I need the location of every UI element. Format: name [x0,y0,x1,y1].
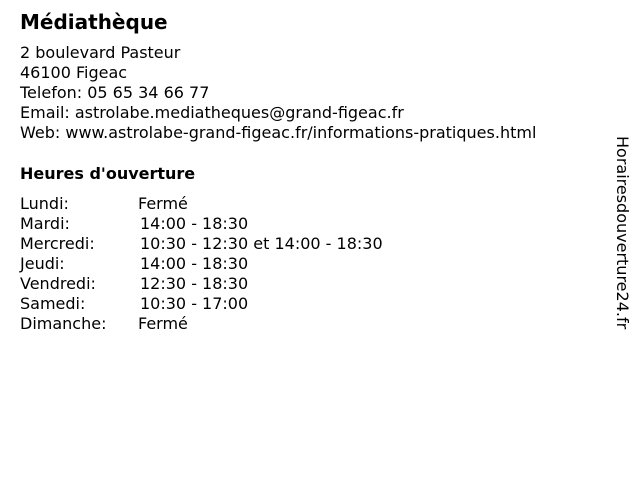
day-label: Mardi: [20,214,70,233]
page-title: Médiathèque [20,10,168,34]
phone-line: Telefon: 05 65 34 66 77 [20,83,210,102]
email-line: Email: astrolabe.mediatheques@grand-figeac.fr [20,103,404,122]
web-line: Web: www.astrolabe-grand-figeac.fr/informations-pratiques.html [20,123,537,142]
city-line: 46100 Figeac [20,63,128,82]
day-label: Jeudi: [20,254,65,273]
day-label: Lundi: [20,194,69,213]
day-label: Mercredi: [20,234,95,253]
time-value: 10:30 - 17:00 [140,294,249,313]
time-value: 14:00 - 18:30 [140,214,249,233]
day-label: Samedi: [20,294,86,313]
hours-heading: Heures d'ouverture [20,164,196,183]
street-address: 2 boulevard Pasteur [20,43,181,62]
time-value: 12:30 - 18:30 [140,274,249,293]
time-value: 10:30 - 12:30 et 14:00 - 18:30 [140,234,383,253]
time-value: Fermé [138,194,188,213]
day-label: Vendredi: [20,274,96,293]
address-block [20,43,536,143]
time-value: 14:00 - 18:30 [140,254,249,273]
day-label: Dimanche: [20,314,107,333]
time-value: Fermé [138,314,188,333]
site-watermark-text: Horairesdouverture24.fr [613,136,632,330]
